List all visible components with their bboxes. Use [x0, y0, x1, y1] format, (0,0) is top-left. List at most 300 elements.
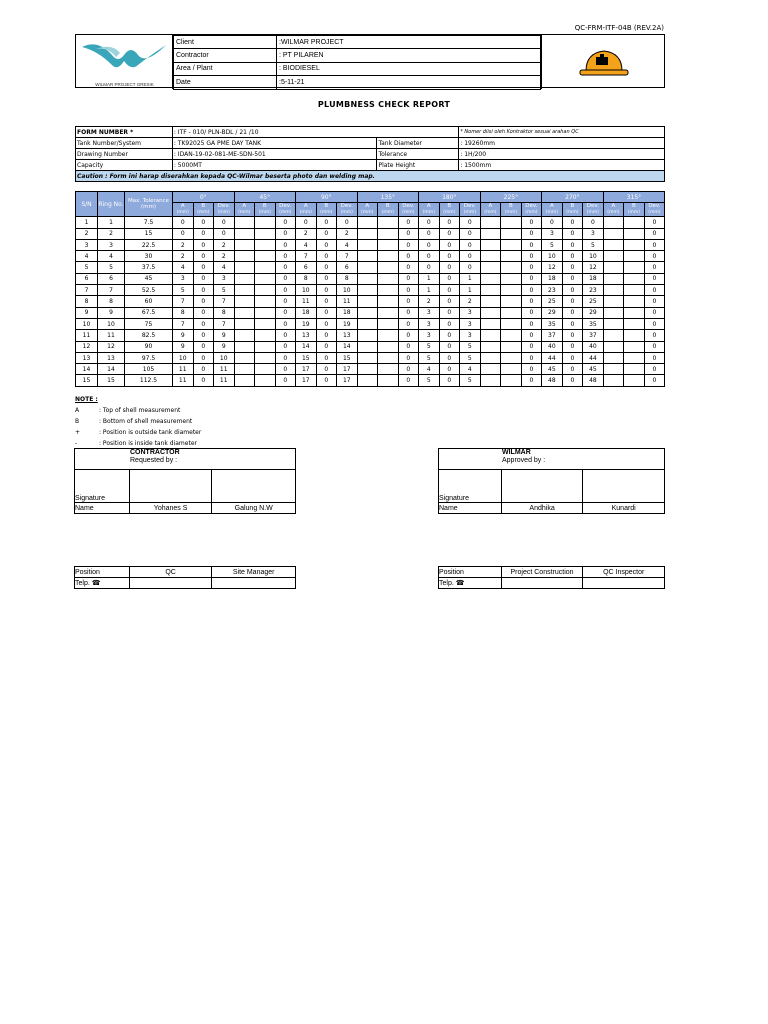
table-cell: 10 [542, 251, 563, 262]
table-cell: 45 [125, 273, 173, 284]
table-cell: 7 [296, 251, 317, 262]
table-cell [480, 228, 501, 239]
safety-logo-cell [541, 35, 666, 89]
wilmar-telp-2[interactable] [583, 578, 665, 589]
wilmar-telp-1[interactable] [501, 578, 583, 589]
table-cell: 2 [173, 239, 194, 250]
table-cell: 0 [193, 217, 214, 228]
contractor-name-2: Galung N.W [212, 503, 296, 514]
table-cell [480, 375, 501, 386]
table-cell: 29 [583, 307, 604, 318]
safety-helmet-icon [542, 35, 667, 89]
table-cell [501, 352, 522, 363]
table-cell: 5 [214, 285, 235, 296]
table-cell [480, 273, 501, 284]
table-cell [624, 285, 645, 296]
table-cell [480, 262, 501, 273]
table-cell: 23 [583, 285, 604, 296]
table-cell: 0 [275, 352, 296, 363]
table-cell: 0 [193, 273, 214, 284]
sub-header-unit: (mm) [197, 210, 210, 216]
angle-header: 90° [296, 192, 358, 203]
table-cell: 9 [214, 330, 235, 341]
note-item [75, 407, 201, 418]
table-cell: 0 [275, 318, 296, 329]
table-cell: 9 [214, 341, 235, 352]
capacity-value: : 5000MT [172, 160, 377, 171]
table-cell: 7 [173, 296, 194, 307]
table-cell [378, 285, 399, 296]
contractor-signature-box-1[interactable] [129, 470, 212, 503]
table-cell: 0 [173, 228, 194, 239]
ring-header: Ring No. [98, 192, 125, 217]
plate-height-label: Plate Height [377, 160, 459, 171]
table-cell [624, 262, 645, 273]
table-cell: 8 [214, 307, 235, 318]
table-cell: 0 [398, 296, 419, 307]
table-cell [357, 364, 378, 375]
wilmar-position-2: QC Inspector [583, 567, 665, 578]
table-cell: 18 [583, 273, 604, 284]
table-cell: 0 [521, 239, 542, 250]
table-row [76, 251, 665, 262]
table-cell: 7.5 [125, 217, 173, 228]
table-cell [624, 307, 645, 318]
table-cell: 0 [398, 352, 419, 363]
table-cell: 67.5 [125, 307, 173, 318]
table-cell [501, 285, 522, 296]
table-cell [234, 285, 255, 296]
client-label: Client [174, 36, 277, 49]
table-cell: 0 [439, 251, 460, 262]
sub-header-label: B [385, 203, 390, 210]
table-cell: 5 [76, 262, 98, 273]
table-cell: 1 [98, 217, 125, 228]
table-cell [501, 217, 522, 228]
contractor-signature-table [74, 448, 296, 514]
table-row [76, 228, 665, 239]
table-cell: 12 [583, 262, 604, 273]
table-cell [603, 217, 624, 228]
table-row [76, 364, 665, 375]
table-cell: 10 [296, 285, 317, 296]
table-cell: 0 [275, 341, 296, 352]
notes-title: NOTE : [75, 396, 98, 403]
tank-diameter-label: Tank Diameter [377, 138, 459, 149]
table-cell [234, 307, 255, 318]
table-cell: 18 [337, 307, 358, 318]
table-cell: 0 [644, 364, 665, 375]
table-cell: 0 [439, 228, 460, 239]
table-cell: 0 [562, 318, 583, 329]
sub-header [378, 203, 399, 217]
table-cell: 15 [125, 228, 173, 239]
table-cell: 0 [521, 273, 542, 284]
table-row [76, 296, 665, 307]
table-cell [480, 352, 501, 363]
contractor-signature-box-2[interactable] [212, 470, 296, 503]
report-title: PLUMBNESS CHECK REPORT [317, 100, 451, 109]
table-cell [501, 296, 522, 307]
table-cell: 60 [125, 296, 173, 307]
table-cell: 9 [76, 307, 98, 318]
wilmar-approved-label: Approved by : [502, 457, 546, 464]
table-cell: 0 [316, 217, 337, 228]
table-cell: 6 [337, 262, 358, 273]
table-cell: 15 [296, 352, 317, 363]
table-cell: 3 [460, 330, 481, 341]
table-cell: 0 [316, 318, 337, 329]
table-cell [234, 273, 255, 284]
table-row [76, 330, 665, 341]
note-item [75, 429, 201, 440]
table-row [76, 239, 665, 250]
table-cell: 0 [521, 307, 542, 318]
table-cell: 1 [419, 273, 440, 284]
table-cell [255, 296, 276, 307]
table-cell [357, 330, 378, 341]
sub-header [419, 203, 440, 217]
table-cell [234, 262, 255, 273]
table-cell [624, 273, 645, 284]
table-cell: 0 [398, 318, 419, 329]
contractor-title: CONTRACTOR [130, 449, 180, 456]
table-cell [378, 251, 399, 262]
sub-header-unit: (mm) [586, 210, 600, 216]
table-cell: 3 [76, 239, 98, 250]
table-cell: 0 [275, 307, 296, 318]
table-cell: 0 [644, 318, 665, 329]
table-cell: 0 [644, 352, 665, 363]
sub-header-label: Dev. [217, 203, 230, 210]
area-value: : BIODIESEL [277, 62, 541, 75]
table-cell: 0 [275, 364, 296, 375]
table-cell: 90 [125, 341, 173, 352]
sub-header [501, 203, 522, 217]
table-cell: 0 [460, 262, 481, 273]
table-cell: 8 [296, 273, 317, 284]
document-code: QC-FRM-ITF-04B (REV.2A) [574, 24, 664, 32]
table-cell: 0 [316, 341, 337, 352]
max-tolerance-header: Max. Tolerance (mm) [125, 192, 173, 217]
table-cell [624, 239, 645, 250]
note-key: B [75, 418, 80, 425]
table-cell [603, 375, 624, 386]
table-cell [378, 239, 399, 250]
table-cell: 1 [419, 285, 440, 296]
table-cell: 0 [398, 307, 419, 318]
table-cell: 0 [562, 239, 583, 250]
sub-header-label: Dev. [279, 203, 292, 210]
table-cell: 12 [542, 262, 563, 273]
sub-header [542, 203, 563, 217]
table-cell: 3 [419, 307, 440, 318]
table-cell [480, 251, 501, 262]
sub-header [337, 203, 358, 217]
table-cell [624, 341, 645, 352]
table-cell: 82.5 [125, 330, 173, 341]
table-cell: 0 [275, 285, 296, 296]
table-cell: 2 [173, 251, 194, 262]
sub-header [296, 203, 317, 217]
sub-header-label: Dev. [463, 203, 476, 210]
table-cell: 3 [460, 318, 481, 329]
table-cell: 6 [296, 262, 317, 273]
table-cell: 0 [419, 251, 440, 262]
table-cell [357, 341, 378, 352]
table-cell: 0 [562, 262, 583, 273]
table-cell [603, 251, 624, 262]
table-cell [234, 375, 255, 386]
table-cell: 37.5 [125, 262, 173, 273]
table-cell: 0 [193, 341, 214, 352]
table-row [76, 307, 665, 318]
sub-header [398, 203, 419, 217]
table-cell: 14 [76, 364, 98, 375]
table-cell: 11 [173, 364, 194, 375]
table-cell [624, 296, 645, 307]
table-cell: 0 [316, 296, 337, 307]
table-cell: 0 [583, 217, 604, 228]
table-cell [255, 375, 276, 386]
table-cell [357, 251, 378, 262]
table-cell: 0 [398, 375, 419, 386]
table-cell: 0 [275, 239, 296, 250]
wilmar-telp-label: Telp. ☎ [439, 578, 502, 589]
table-cell: 0 [193, 239, 214, 250]
sub-header [624, 203, 645, 217]
sub-header-label: A [426, 203, 431, 210]
table-cell: 11 [214, 364, 235, 375]
note-key: - [75, 440, 78, 447]
table-cell: 4 [173, 262, 194, 273]
contractor-position-1: QC [129, 567, 212, 578]
table-cell: 0 [521, 262, 542, 273]
table-cell [255, 217, 276, 228]
table-cell: 0 [398, 228, 419, 239]
table-cell: 0 [214, 217, 235, 228]
table-cell [501, 228, 522, 239]
sub-header-unit: (mm) [627, 210, 641, 216]
sub-header-label: A [488, 203, 493, 210]
table-cell: 0 [275, 296, 296, 307]
tank-diameter-value: : 19260mm [459, 138, 665, 149]
table-cell: 0 [460, 239, 481, 250]
table-cell: 0 [316, 285, 337, 296]
table-cell: 0 [316, 228, 337, 239]
note-key: + [75, 429, 81, 436]
wilmar-position-table [438, 566, 665, 589]
sub-header-unit: (mm) [422, 210, 435, 216]
sub-header-unit: (mm) [299, 210, 312, 216]
table-cell: 17 [296, 364, 317, 375]
table-cell: 0 [316, 375, 337, 386]
sub-header-unit: (mm) [320, 210, 333, 216]
table-cell: 75 [125, 318, 173, 329]
table-cell: 0 [521, 228, 542, 239]
table-cell [624, 352, 645, 363]
table-cell: 8 [98, 296, 125, 307]
table-cell: 0 [193, 364, 214, 375]
table-cell: 0 [562, 307, 583, 318]
table-cell: 9 [173, 341, 194, 352]
table-cell: 0 [460, 217, 481, 228]
table-cell [378, 296, 399, 307]
table-cell: 1 [460, 285, 481, 296]
table-cell: 4 [460, 364, 481, 375]
table-cell: 7 [98, 285, 125, 296]
table-cell: 0 [398, 239, 419, 250]
table-cell: 15 [98, 375, 125, 386]
table-cell: 0 [644, 307, 665, 318]
table-cell: 0 [439, 318, 460, 329]
table-cell: 0 [439, 364, 460, 375]
date-label: Date [174, 76, 277, 89]
table-cell: 10 [214, 352, 235, 363]
table-cell: 0 [419, 262, 440, 273]
table-cell: 0 [398, 285, 419, 296]
table-cell: 0 [644, 330, 665, 341]
sub-header-label: Dev. [402, 203, 415, 210]
table-cell: 2 [337, 228, 358, 239]
table-cell [255, 239, 276, 250]
table-cell: 0 [521, 375, 542, 386]
table-cell: 0 [562, 296, 583, 307]
contractor-position-table [74, 566, 296, 589]
drawing-number-value: : IDAN-19-02-081-ME-SDN-501 [172, 149, 377, 160]
table-cell [501, 307, 522, 318]
table-cell [255, 251, 276, 262]
angle-header: 0° [173, 192, 235, 203]
table-cell [378, 341, 399, 352]
table-cell: 48 [542, 375, 563, 386]
table-cell [624, 318, 645, 329]
table-cell [357, 352, 378, 363]
table-cell: 97.5 [125, 352, 173, 363]
table-cell: 0 [521, 318, 542, 329]
table-cell: 0 [521, 251, 542, 262]
contractor-label: Contractor [174, 49, 277, 62]
table-cell: 0 [439, 296, 460, 307]
table-cell [234, 217, 255, 228]
table-cell: 0 [562, 285, 583, 296]
table-cell: 0 [398, 251, 419, 262]
table-cell: 45 [542, 364, 563, 375]
table-cell: 0 [316, 262, 337, 273]
table-cell: 0 [439, 217, 460, 228]
table-row [76, 375, 665, 386]
table-cell [480, 318, 501, 329]
table-cell: 10 [98, 318, 125, 329]
table-cell: 0 [644, 217, 665, 228]
table-row [76, 262, 665, 273]
table-cell: 0 [275, 375, 296, 386]
contractor-position-label: Position [75, 567, 130, 578]
table-cell: 0 [644, 251, 665, 262]
date-value: :5-11-21 [277, 76, 541, 89]
sub-header-unit: (mm) [545, 210, 559, 216]
table-cell: 0 [542, 217, 563, 228]
table-cell [378, 228, 399, 239]
table-cell [603, 341, 624, 352]
sub-header [173, 203, 194, 217]
sub-header-label: A [303, 203, 308, 210]
table-cell: 0 [439, 285, 460, 296]
table-cell: 0 [644, 262, 665, 273]
table-cell: 3 [419, 318, 440, 329]
wilmar-signature-box-2[interactable] [583, 470, 665, 503]
table-cell: 6 [98, 273, 125, 284]
sub-header [460, 203, 481, 217]
table-cell: 0 [460, 228, 481, 239]
table-cell: 29 [542, 307, 563, 318]
table-cell [255, 318, 276, 329]
table-cell [480, 296, 501, 307]
table-cell [501, 239, 522, 250]
table-cell: 9 [173, 330, 194, 341]
contractor-telp-2[interactable] [212, 578, 296, 589]
sub-header-label: B [324, 203, 329, 210]
table-cell: 0 [193, 296, 214, 307]
table-cell: 22.5 [125, 239, 173, 250]
table-cell: 19 [337, 318, 358, 329]
sub-header-label: B [201, 203, 206, 210]
wilmar-signature-table [438, 448, 665, 514]
table-cell: 0 [337, 217, 358, 228]
table-cell: 40 [583, 341, 604, 352]
table-cell [255, 330, 276, 341]
tank-number-value: : TK92025 GA PME DAY TANK [172, 138, 377, 149]
table-cell: 2 [76, 228, 98, 239]
table-cell: 48 [583, 375, 604, 386]
table-cell [234, 239, 255, 250]
table-cell [480, 307, 501, 318]
sub-header-unit: (mm) [463, 210, 476, 216]
table-cell: 3 [98, 239, 125, 250]
table-cell: 7 [214, 318, 235, 329]
table-cell: 2 [419, 296, 440, 307]
sub-header [275, 203, 296, 217]
table-cell [501, 262, 522, 273]
table-cell: 9 [98, 307, 125, 318]
wilmar-position-label: Position [439, 567, 502, 578]
sub-header-label: Dev. [586, 203, 599, 210]
table-cell: 19 [296, 318, 317, 329]
table-row [76, 341, 665, 352]
table-cell: 14 [98, 364, 125, 375]
wilmar-signature-box-1[interactable] [501, 470, 583, 503]
contractor-telp-1[interactable] [129, 578, 212, 589]
table-cell: 0 [439, 352, 460, 363]
logo-caption: WILMAR PROJECT GRESIK [95, 82, 154, 87]
table-cell [378, 375, 399, 386]
table-cell: 37 [583, 330, 604, 341]
table-cell: 6 [76, 273, 98, 284]
table-cell: 0 [644, 273, 665, 284]
table-cell: 17 [296, 375, 317, 386]
table-cell [378, 318, 399, 329]
table-cell [501, 251, 522, 262]
table-cell: 40 [542, 341, 563, 352]
table-cell: 0 [398, 330, 419, 341]
sub-header-unit: (mm) [648, 210, 661, 216]
table-cell: 14 [296, 341, 317, 352]
table-cell: 11 [337, 296, 358, 307]
table-cell [480, 217, 501, 228]
table-cell: 5 [542, 239, 563, 250]
table-cell: 12 [76, 341, 98, 352]
table-cell: 13 [98, 352, 125, 363]
